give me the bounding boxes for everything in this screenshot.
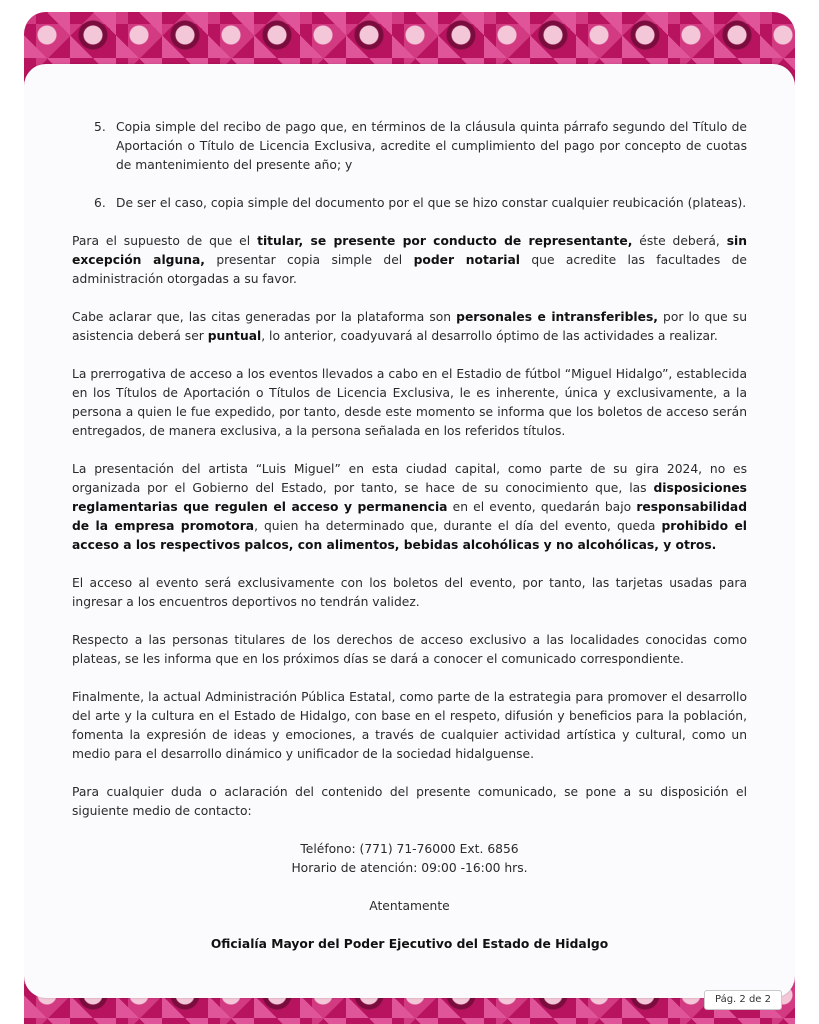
list-text: Copia simple del recibo de pago que, en términos de la cláusula quinta párrafo segundo del Título de Aportación o Título de Licencia Exclusiva, acredite el cumplimiento del pago por concepto de cuotas de mantenimiento del presente año; y: [116, 120, 747, 172]
bold-run: puntual: [207, 329, 262, 343]
page-number-badge: Pág. 2 de 2: [704, 990, 782, 1010]
text-run: , lo anterior, coadyuvará al desarrollo óptimo de las actividades a realizar.: [261, 329, 718, 343]
closing-text: Atentamente: [369, 899, 450, 913]
contact-hours: Horario de atención: 09:00 -16:00 hrs.: [291, 861, 528, 875]
document-body: [72, 118, 747, 954]
paragraph-access-rights: La prerrogativa de acceso a los eventos llevados a cabo en el Estadio de fútbol “Miguel Hidalgo”, establecida en los Títulos de Aportación o Títulos de Licencia Exclusiva, le es inherente, única y exclusivamente, a la persona a quien le fue expedido, por tanto, desde este momento se informa que los boletos de acceso serán entregados, de manera exclusiva, a la persona señalada en los referidos títulos.: [72, 367, 747, 438]
paragraph-tickets: El acceso al evento será exclusivamente con los boletos del evento, por tanto, las tarjetas usadas para ingresar a los encuentros deportivos no tendrán validez.: [72, 576, 747, 609]
text-run: éste deberá,: [632, 234, 727, 248]
list-text: De ser el caso, copia simple del documento por el que se hizo constar cualquier reubicación (plateas).: [116, 196, 747, 210]
bold-run: responsabilidad de la empresa promotora: [72, 500, 748, 533]
paragraph-culture: Finalmente, la actual Administración Pública Estatal, como parte de la estrategia para promover el desarrollo del arte y la cultura en el Estado de Hidalgo, con base en el respeto, difusión y beneficios para la población, fomenta la expresión de ideas y emociones, a través de cualquier actividad artística y cultural, como un medio para el desarrollo dinámico y unificador de la sociedad hidalguense.: [72, 690, 747, 761]
text-run: Para el supuesto de que el: [72, 234, 258, 248]
text-run: La presentación del artista “Luis Miguel” en esta ciudad capital, como parte de su gira 2024, no es organizada por el Gobierno del Estado, por tanto, se hace de su conocimiento que, las: [72, 462, 747, 495]
signature: Oficialía Mayor del Poder Ejecutivo del Estado de Hidalgo: [210, 937, 609, 951]
paragraph-event-rules: [72, 460, 747, 555]
text-run: presentar copia simple del: [204, 253, 414, 267]
bold-run: prohibido el acceso a los respectivos palcos, con alimentos, bebidas alcohólicas y no alcohólicas, y otros.: [72, 519, 747, 552]
text-run: en el evento, quedarán bajo: [447, 500, 637, 514]
bold-run: disposiciones reglamentarias que regulen el acceso y permanencia: [72, 481, 747, 514]
text-run: que acredite las facultades de administración otorgadas a su favor.: [72, 253, 747, 286]
list-item: [94, 194, 747, 213]
paragraph-appointments: [72, 308, 747, 346]
list-number: 6.: [94, 196, 106, 210]
contact-block: [72, 840, 747, 878]
contact-phone: Teléfono: (771) 71-76000 Ext. 6856: [300, 842, 519, 856]
text-run: Cabe aclarar que, las citas generadas por la plataforma son: [72, 310, 457, 324]
text-run: , quien ha determinado que, durante el día del evento, queda: [254, 519, 662, 533]
bold-run: titular, se presente por conducto de representante,: [257, 234, 633, 248]
text-run: por lo que su asistencia deberá ser: [72, 310, 748, 343]
list-item: [94, 118, 747, 175]
paragraph-contact-intro: Para cualquier duda o aclaración del contenido del presente comunicado, se pone a su disposición el siguiente medio de contacto:: [72, 785, 747, 818]
bold-run: personales e intransferibles,: [456, 310, 658, 324]
paragraph-plateas: Respecto a las personas titulares de los derechos de acceso exclusivo a las localidades conocidas como plateas, se les informa que en los próximos días se dará a conocer el comunicado correspondiente.: [72, 633, 747, 666]
bold-run: poder notarial: [413, 253, 520, 267]
bold-run: sin excepción alguna,: [72, 234, 747, 267]
list-number: 5.: [94, 120, 106, 134]
paragraph-representative: [72, 232, 747, 289]
